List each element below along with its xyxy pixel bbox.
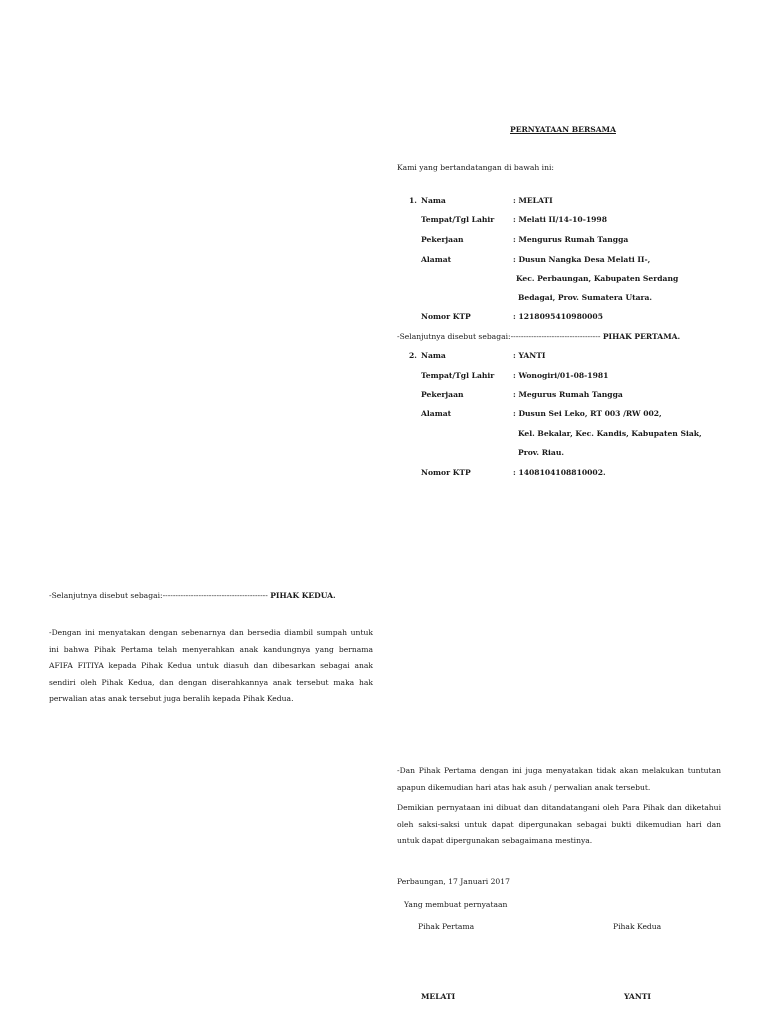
party2-address-line2: Kel. Bekalar, Kec. Kandis, Kabupaten Siak, xyxy=(518,429,702,438)
party2-address-line1: : Dusun Sei Leko, RT 003 /RW 002, xyxy=(513,409,662,418)
party2-job-label: Pekerjaan xyxy=(421,390,464,399)
party2-number: 2. xyxy=(409,351,417,360)
party1-designation: PIHAK PERTAMA. xyxy=(602,332,681,341)
intro-text: Kami yang bertandatangan di bawah ini: xyxy=(397,163,554,172)
party2-designation-line xyxy=(49,591,336,600)
party2-ktp-value: : 1408104108810002. xyxy=(513,468,606,477)
document-title: PERNYATAAN BERSAMA xyxy=(510,125,616,134)
party1-address-line3: Bedagai, Prov. Sumatera Utara. xyxy=(518,293,653,302)
party2-birth-value: : Wonogiri/01-08-1981 xyxy=(513,371,609,380)
party2-name-label: Nama xyxy=(421,351,446,360)
party1-address-line1: : Dusun Nangka Desa Melati II-, xyxy=(513,255,651,264)
party2-birth-label: Tempat/Tgl Lahir xyxy=(421,371,495,380)
party1-name-value: : MELATI xyxy=(513,196,553,205)
closing-paragraph: Demikian pernyataan ini dibuat dan ditandatangani oleh Para Pihak dan diketahui oleh saksi-saksi untuk dapat dipergunakan sebagai bukti dikemudian hari dan untuk dapat dipergunakan sebagaimana mestinya. xyxy=(397,803,721,845)
signature-name-melati: MELATI xyxy=(421,992,456,1001)
signature-role-pihak-pertama: Pihak Pertama xyxy=(418,922,475,931)
party2-name-value: : YANTI xyxy=(513,351,546,360)
party1-address-label: Alamat xyxy=(421,255,452,264)
signature-role-pihak-kedua: Pihak Kedua xyxy=(613,922,662,931)
party2-designation-prefix: -Selanjutnya disebut sebagai:----------------------------------------- xyxy=(49,591,268,600)
party1-number: 1. xyxy=(409,196,417,205)
party1-ktp-value: : 1218095410980005 xyxy=(513,312,603,321)
party2-address-line3: Prov. Riau. xyxy=(518,448,564,457)
party1-ktp-label: Nomor KTP xyxy=(421,312,471,321)
signature-name-yanti: YANTI xyxy=(624,992,651,1001)
party1-job-label: Pekerjaan xyxy=(421,235,464,244)
party1-birth-label: Tempat/Tgl Lahir xyxy=(421,215,495,224)
party2-job-value: : Megurus Rumah Tangga xyxy=(513,390,623,399)
party1-address-line2: Kec. Perbaungan, Kabupaten Serdang xyxy=(516,274,679,283)
maker-label: Yang membuat pernyataan xyxy=(404,900,508,909)
party1-name-label: Nama xyxy=(421,196,446,205)
party1-job-value: : Mengurus Rumah Tangga xyxy=(513,235,629,244)
party1-birth-value: : Melati II/14-10-1998 xyxy=(513,215,607,224)
statement-paragraph-2: -Dan Pihak Pertama dengan ini juga menyatakan tidak akan melakukan tuntutan apapun dikemudian hari atas hak asuh / perwalian anak tersebut. xyxy=(397,766,721,792)
party1-designation-line xyxy=(397,332,680,341)
party2-ktp-label: Nomor KTP xyxy=(421,468,471,477)
statement-paragraph-1: -Dengan ini menyatakan dengan sebenarnya dan bersedia diambil sumpah untuk ini bahwa Pihak Pertama telah menyerahkan anak kandungnya yang bernama AFIFA FITIYA kepada Pihak Kedua untuk diasuh dan dibesarkan sebagai anak sendiri oleh Pihak Kedua, dan dengan diserahkannya anak tersebut maka hak perwalian atas anak tersebut juga beralih kepada Pihak Kedua. xyxy=(49,628,373,703)
party2-designation: PIHAK KEDUA. xyxy=(270,591,336,600)
party2-address-label: Alamat xyxy=(421,409,452,418)
party1-designation-prefix: -Selanjutnya disebut sebagai:----------------------------------- xyxy=(397,332,601,341)
place-date: Perbaungan, 17 Januari 2017 xyxy=(397,877,510,886)
